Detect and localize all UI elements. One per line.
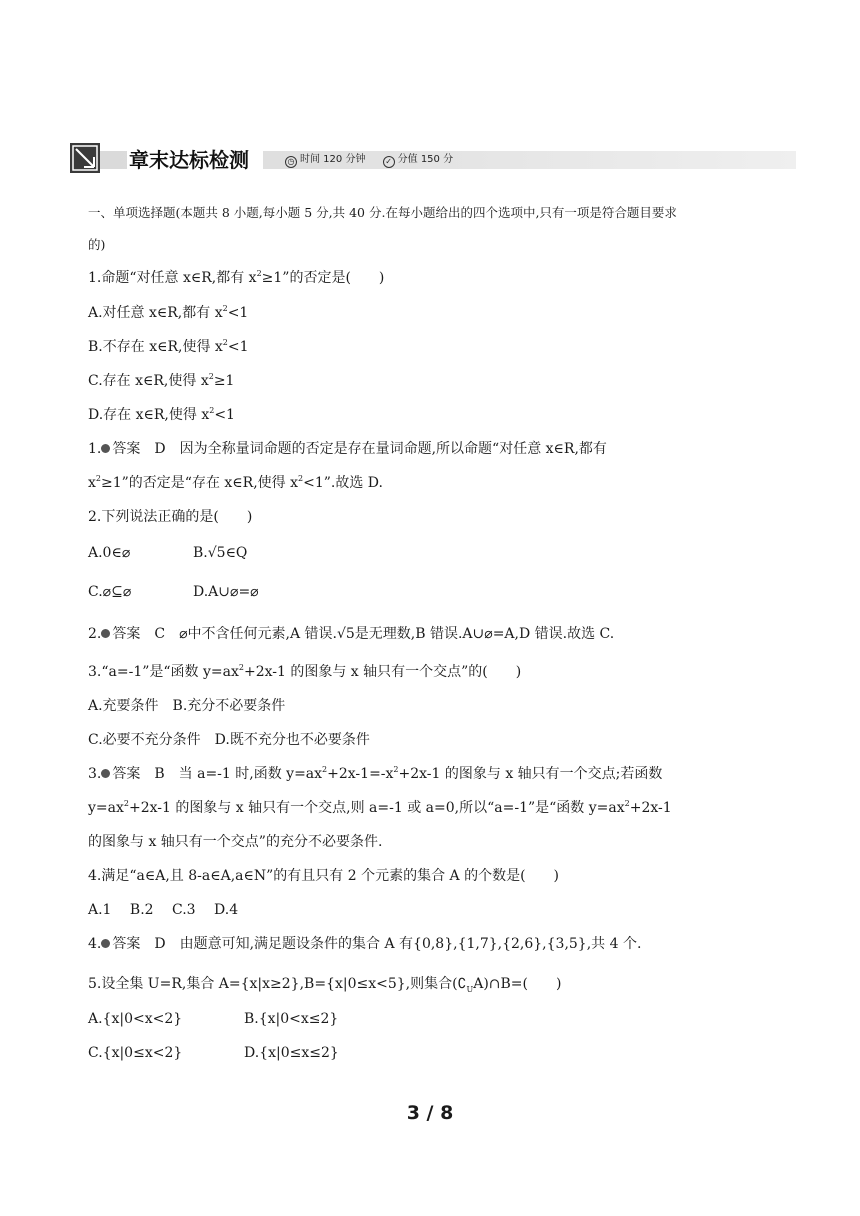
- q3-answer-cont: $y=ax^2+2x-1$ 的图象与 x 轴只有一个交点,则 a=-1 或 a=0,所以“a=-1”是“函数 $y=ax^2+2x-1$: [88, 799, 672, 816]
- q1-option-d: D.存在 x∈R,使得 $x^2<1$: [88, 406, 235, 423]
- q5-option-b: B.{x|0<x≤2}: [244, 1011, 339, 1027]
- q4-answer: 4. 答案 D 由题意可知,满足题设条件的集合 A 有{0,8},{1,7},{2,6},{3,5},共 4 个.: [88, 936, 642, 952]
- answer-mark-icon: [101, 444, 110, 453]
- q2-option-d: D.A∪⌀=⌀: [193, 584, 259, 600]
- q2-answer: 2. 答案 C ⌀中不含任何元素,A 错误.√5是无理数,B 错误.A∪⌀=A,D 错误.故选 C.: [88, 626, 615, 642]
- q1-option-b: B.不存在 x∈R,使得 $x^2<1$: [88, 338, 249, 355]
- q5-option-c: C.{x|0≤x<2}: [88, 1045, 183, 1061]
- answer-mark-icon: [101, 769, 110, 778]
- q4-options: A.1 B.2 C.3 D.4: [88, 902, 239, 918]
- q4-stem: 4.满足“a∈A,且 8-a∈A,a∈N”的有且只有 2 个元素的集合 A 的个数是( ): [88, 868, 560, 884]
- q2-option-a: A.0∈⌀: [88, 545, 131, 561]
- clock-icon: ◷: [285, 156, 297, 168]
- q2-stem: 2.下列说法正确的是( ): [88, 509, 253, 525]
- q2-option-c: C.⌀⊆⌀: [88, 584, 132, 600]
- page-number: 3 / 8: [406, 1102, 454, 1124]
- header-corner-icon: [70, 143, 100, 173]
- q3-stem: 3.“a=-1”是“函数 $y=ax^2+2x-1$ 的图象与 x 轴只有一个交点”的( ): [88, 663, 522, 680]
- q5-option-a: A.{x|0<x<2}: [88, 1011, 183, 1027]
- answer-mark-icon: [101, 939, 110, 948]
- chapter-title: 章末达标检测: [127, 144, 263, 173]
- header-meta: [285, 151, 467, 169]
- diagonal-mark-icon: [70, 143, 100, 173]
- q1-answer-cont: $x^2\ge 1$”的否定是“存在 x∈R,使得 $x^2<1$”.故选 D.: [88, 474, 383, 491]
- q5-stem: 5.设全集 U=R,集合 A={x|x≥2},B={x|0≤x<5},则集合$(∁_UA)\cap B=$( ): [88, 976, 562, 994]
- q3-answer-end: 的图象与 x 轴只有一个交点”的充分不必要条件.: [88, 834, 383, 850]
- q3-options-ab: A.充要条件 B.充分不必要条件: [88, 698, 286, 714]
- q1-stem: 1.命题“对任意 x∈R,都有 $x^2\ge 1$”的否定是( ): [88, 269, 385, 286]
- section-heading-cont: 的): [88, 237, 106, 252]
- time-limit: 时间 120 分钟: [300, 154, 366, 165]
- q2-option-b: B.√5∈Q: [193, 545, 248, 561]
- answer-mark-icon: [101, 629, 110, 638]
- q3-answer: 3. 答案 B 当 a=-1 时,函数 $y=ax^2+2x-1=-x^2+2x-1$ 的图象与 x 轴只有一个交点;若函数: [88, 765, 663, 782]
- q1-option-a: A.对任意 x∈R,都有 $x^2<1$: [88, 304, 249, 321]
- q5-option-d: D.{x|0≤x≤2}: [244, 1045, 339, 1061]
- q1-option-c: C.存在 x∈R,使得 $x^2\ge 1$: [88, 372, 235, 389]
- q1-answer: 1. 答案 D 因为全称量词命题的否定是存在量词命题,所以命题“对任意 x∈R,都有: [88, 441, 607, 457]
- chapter-header: [70, 143, 796, 177]
- section-heading: 一、单项选择题(本题共 8 小题,每小题 5 分,共 40 分.在每小题给出的四个选项中,只有一项是符合题目要求: [88, 205, 677, 220]
- check-icon: ✓: [383, 156, 395, 168]
- q3-options-cd: C.必要不充分条件 D.既不充分也不必要条件: [88, 732, 370, 748]
- total-score: 分值 150 分: [397, 154, 454, 165]
